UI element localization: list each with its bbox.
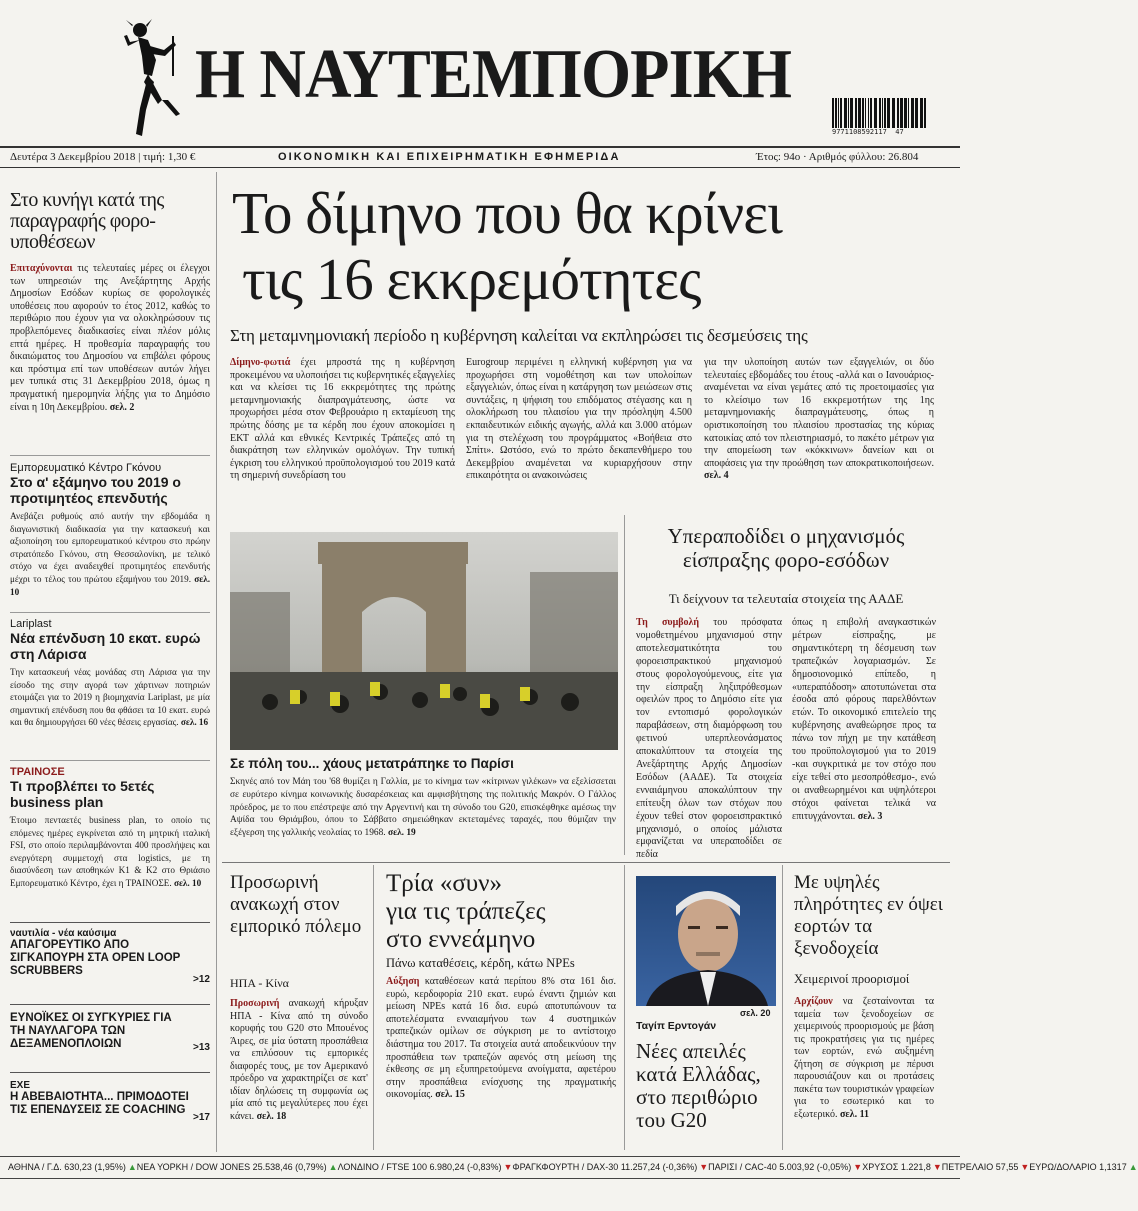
promo-title: Η ΑΒΕΒΑΙΟΤΗΤΑ... ΠΡΙΜΟΔΟΤΕΙ ΤΙΣ ΕΠΕΝΔΥΣΕΙΣ ΣΕ COACHING	[10, 1091, 189, 1116]
story-title: Νέα επένδυση 10 εκατ. ευρώ στη Λάρισα	[10, 630, 201, 662]
photo-caption-body: Σκηνές από τον Μάη του '68 θυμίζει η Γαλλία, με το κίνημα των «κίτρινων γιλέκων» να εξελίσσεται σε ευρύτερο κίνημα κοινωνικής δυσαρέσκειας και αμφισβήτησης της πολιτικής Μακρόν. Ο Γάλλος πρόεδρος, με το που επέστρεψε από την Αργεντινή και τη σύνοδο του G20, επισκέφθηκε αμέσως την Αψίδα του Θριάμβου, όπου το Σάββατο σημειώθηκαν εκτεταμένες ταραχές, που θύμιζαν την εξέγερση της γαλλικής νεολαίας το 1968. σελ. 19	[230, 777, 616, 839]
lead-headline-line1: Το δίμηνο που θα κρίνει	[232, 180, 782, 246]
story-body: Ανεβάζει ρυθμούς από αυτήν την εβδομάδα η διαγωνιστική διαδικασία για την κατασκευή και αξιοποίηση του εμπορευματικού κέντρου στο πρώην στρατόπεδο Γκόνου, στη Θεσσαλονίκη, με τελικό στόχο να έχει αναδειχθεί προτιμητέος επενδυτής μέχρι το τέλος του πρώτου εξαμήνου του 2019. σελ. 10	[10, 511, 211, 597]
promo-tankers[interactable]	[10, 1012, 210, 1051]
lead-headline[interactable]	[232, 180, 782, 312]
hotel-deck: Χειμερινοί προορισμοί	[794, 972, 910, 986]
tax-title-line1: Υπεραποδίδει ο μηχανισμός	[667, 524, 905, 548]
trade-body: Προσωρινή ανακωχή κήρυξαν ΗΠΑ - Κίνα από τη σύνοδο κορυφής του G20 στο Μπουένος Άιρες, σε μία ύστατη προσπάθεια να επιλύσουν τις εμπορικές διαφορές τους, με τον Αμερικανό πρόεδρο να χαρακτηρίζει σε κατ' ιδίαν δηλώσεις τη συμφωνία ως μία από τις μεγαλύτερες που έχει κάνει. σελ. 18	[230, 998, 368, 1122]
left-story-lariplast[interactable]	[10, 618, 210, 729]
masthead-title: Η ΝΑΥΤΕΜΠΟΡΙΚΗ	[195, 36, 792, 113]
lead-col1: Δίμηνο-φωτιά έχει μπροστά της η κυβέρνηση προκειμένου να υλοποιήσει τις κυβερνητικές εξαγγελίες και να κλείσει τις 16 εκκρεμότητες της πρώτης μεταμνημονιακής διαπραγμάτευσης, ώστε να προχωρήσει μέσα στον Φεβρουάριο η εκταμίευση της πρώτης δόσης με τα κέρδη που έχουν αποκομίσει η ΕΚΤ αλλά και εθνικές Κεντρικές Τράπεζες από τη διακράτηση των ελληνικών ομολόγων. Την τυπική έγκριση του ελληνικού προϋπολογισμού του 2019 κατά τη σημερινή συνεδρίαση του	[230, 357, 455, 482]
arrow-up-icon: ▲	[328, 1162, 338, 1172]
promo-title: ΕΥΝΟΪΚΕΣ ΟΙ ΣΥΓΚΥΡΙΕΣ ΓΙΑ ΤΗ ΝΑΥΛΑΓΟΡΑ ΤΩΝ ΔΕΞΑΜΕΝΟΠΛΟΙΩΝ	[10, 1012, 172, 1050]
hotel-title[interactable]: Με υψηλές πληρότητες εν όψει εορτών τα ξενοδοχεία	[794, 872, 943, 959]
erdogan-kicker: Ταγίπ Ερντογάν	[636, 1020, 717, 1032]
ticker-item: ΠΕΤΡΕΛΑΙΟ 57,55 ▼	[941, 1162, 1030, 1172]
ticker-item: ΕΥΡΩ/ΔΟΛΑΡΙΟ 1,1317 ▲	[1029, 1162, 1138, 1172]
lead-headline-line2: τις 16 εκκρεμότητες	[242, 246, 701, 312]
ticker-item: ΦΡΑΓΚΦΟΥΡΤΗ / DAX-30 11.257,24 (-0,36%) ▼	[512, 1162, 709, 1172]
promo-kicker: ΕΧΕ	[10, 1080, 31, 1091]
banks-title-line2: για τις τράπεζες	[386, 898, 546, 925]
promo-ref: >17	[193, 1112, 210, 1123]
paris-photo[interactable]	[230, 532, 618, 750]
trade-deck: ΗΠΑ - Κίνα	[230, 976, 289, 990]
tax-col1: Τη συμβολή του πρόσφατα νομοθετημένου μηχανισμού στην αποτελεσματικότητα του φοροεισπρακτικού μηχανισμού στους φορολογούμενους, είτε για την είσπραξη ληξιπρόθεσμων οφειλών προς το Δημόσιο είτε για τον εντοπισμό φορολογικών παραβάσεων, στη διαμόρφωση του φετινού υπερπλεονάσματος αποκαλύπτουν τα στοιχεία της Ανεξάρτητης Αρχής Δημοσίων Εσόδων (ΑΑΔΕ). Τα στοιχεία ενναιάμηνου αποκαλύπτουν την επίτευξη όλων των στόχων που έχουν τεθεί στον φοροεισπρακτικό μηχανισμό, ο οποίος μάλιστα εμφανίζεται να υπεραποδίδει σε πεδία	[636, 617, 782, 861]
lead-deck: Στη μεταμνημονιακή περίοδο η κυβέρνηση καλείται να εκπληρώσει τις δεσμεύσεις της	[230, 326, 808, 345]
story-body: Επιταχύνονται τις τελευταίες μέρες οι έλεγχοι των υπηρεσιών της Ανεξάρτητης Αρχής Δημοσίων Εσόδων κυρίως σε φορολογικές υποθέσεις που αφορούν το έτος 2012, καθώς το περιθώριο που έχουν για να ολοκληρώσουν τις προβλεπόμενες διαδικασίες είναι πλέον μόλις επτά ημέρες. Η προθεσμία παραγραφής του δικαιώματος του Δημοσίου να επιβάλει φόρους και πρόστιμα επί των υποθέσεων αυτών λήγει μεν τυπικά στις 31 Δεκεμβρίου 2018, όμως η πραγματική ημερομηνία λήξης για το Δημόσιο είναι η 10η Δεκεμβρίου. σελ. 2	[10, 263, 210, 413]
erdogan-photo-ref: σελ. 20	[740, 1008, 771, 1018]
ticker-item: ΑΘΗΝΑ / Γ.Δ. 630,23 (1,95%) ▲	[8, 1162, 137, 1172]
ticker-item: ΠΑΡΙΣΙ / CAC-40 5.003,92 (-0,05%) ▼	[708, 1162, 863, 1172]
arrow-down-icon: ▼	[932, 1162, 942, 1172]
masthead-subtitle: ΟΙΚΟΝΟΜΙΚΗ ΚΑΙ ΕΠΙΧΕΙΡΗΜΑΤΙΚΗ ΕΦΗΜΕΡΙΔΑ	[278, 151, 621, 163]
story-kicker: Εμπορευματικό Κέντρο Γκόνου	[10, 462, 162, 474]
promo-title: ΑΠΑΓΟΡΕΥΤΙΚΟ ΑΠΟ ΣΙΓΚΑΠΟΥΡΗ ΣΤΑ OPEN LOOP SCRUBBERS	[10, 939, 181, 977]
ticker-item: ΝΕΑ ΥΟΡΚΗ / DOW JONES 25.538,46 (0,79%) ▲	[136, 1162, 338, 1172]
left-story-gonou[interactable]	[10, 462, 210, 598]
lead-col2: Eurogroup περιμένει η ελληνική κυβέρνηση για να προχωρήσει στη νομοθέτηση και των υπολοίπων εξαγγελιών, όπως είναι η κατάργηση των μειώσεων στις συντάξεις, η ψήφιση του επιδόματος στέγασης και η ολοκλήρωση του πλαισίου για την πρόσληψη 4.500 εκπαιδευτικών ειδικής αγωγής, αλλά και 3.000 ατόμων για τη στελέχωση του προγράμματος «Βοήθεια στο Σπίτι». Ωστόσο, ενώ το πρώτο δεκαπενθήμερο του Δεκεμβρίου αναμένεται να κυριαρχήσουν στην επικαιρότητα οι ανακοινώσεις	[466, 357, 692, 482]
tax-title[interactable]	[636, 524, 936, 572]
story-body: Την κατασκευή νέας μονάδας στη Λάρισα για την είσοδο της στην αγορά των χάρτινων ποτηριών ετοιμάζει για το 2019 η βιομηχανία Lariplast, με μία σημαντική επένδυση που θα φθάσει τα 10 εκατ. ευρώ και θα δημιουργήσει 60 νέες θέσεις εργασίας. σελ. 16	[10, 667, 210, 728]
issue-date-price: Δευτέρα 3 Δεκεμβρίου 2018 | τιμή: 1,30 €	[10, 151, 196, 163]
ticker-item: ΧΡΥΣΟΣ 1.221,8 ▼	[862, 1162, 942, 1172]
story-kicker: ΤΡΑΙΝΟΣΕ	[10, 766, 65, 778]
tax-title-line2: είσπραξης φορο-εσόδων	[682, 548, 890, 572]
arrow-down-icon: ▼	[853, 1162, 863, 1172]
lead-col3: για την υλοποίηση αυτών των εξαγγελιών, οι δύο τελευταίες εβδομάδες του έτους -αλλά και ο Ιανουάριος- αναμένεται να είναι γεμάτες από τις προετοιμασίες για το κλείσιμο των 16 εκκρεμοτήτων της 1ης μεταμνημονιακής διαπραγμάτευσης, όπως η οριστικοποίηση του πλαισίου προστασίας της κύριας κατοικίας από τον πλειστηριασμό, το πακέτο μέτρων για την απομείωση των «κόκκινων» δανείων και οι αποφάσεις για την προώθηση των αποκρατικοποιήσεων. σελ. 4	[704, 357, 934, 482]
tax-deck: Τι δείχνουν τα τελευταία στοιχεία της ΑΑΔΕ	[668, 591, 904, 606]
promo-ref: >13	[193, 1042, 210, 1053]
arrow-down-icon: ▼	[1020, 1162, 1030, 1172]
banks-title-line1: Τρία «συν»	[386, 870, 502, 897]
promo-ref: >12	[193, 974, 210, 985]
arrow-up-icon: ▲	[127, 1162, 137, 1172]
barcode-icon	[832, 98, 928, 128]
left-story-trainose[interactable]	[10, 766, 210, 890]
barcode-number: 9771108592117 47	[832, 128, 904, 136]
market-ticker	[8, 1162, 1138, 1172]
trade-title[interactable]: Προσωρινή ανακωχή στον εμπορικό πόλεμο	[230, 872, 362, 937]
photo-caption-title: Σε πόλη του... χάους μετατράπηκε το Παρίσι	[230, 756, 514, 771]
story-title: Τι προβλέπει το 5ετές business plan	[10, 778, 155, 810]
banks-body: Αύξηση καταθέσεων κατά περίπου 8% στα 161 δισ. ευρώ, κερδοφορία 210 εκατ. ευρώ έναντι ζημιών και μείωση NPEs κατά 16 δισ. ευρώ αποτυπώνουν τα αποτελέσματα ενναιαμήνου των 4 συστημικών τραπεζικών ομίλων σε σύγκριση με το αντίστοιχο διάστημα του 2017. Τα στοιχεία αυτά αποδεικνύουν την προσπάθεια των τραπεζών αφενός στη μείωση της έκθεσης σε μη εξυπηρετούμενα ανοίγματα, αφετέρου στην προσπάθεια ενίσχυσης της πραγματικής οικονομίας. σελ. 15	[386, 976, 616, 1101]
story-title: Στο κυνήγι κατά της παραγραφής φορο-υποθέσεων	[10, 189, 164, 253]
erdogan-title[interactable]: Νέες απειλές κατά Ελλάδας, στο περιθώριο του G20	[636, 1039, 761, 1132]
story-body: Έτοιμο πενταετές business plan, το οποίο τις επόμενες ημέρες εγκρίνεται από τη μητρική ιταλική FSI, στο οποίο περιλαμβάνονται 400 προσλήψεις και ενεργότερη συμμετοχή στα logistics, με τη διασύνδεση των αποθηκών Κ1 & Κ2 στο Θριάσιο Εμπορευματικό Κέντρο, έχει η ΤΡΑΙΝΟΣΕ. σελ. 10	[10, 815, 210, 888]
issue-number: Έτος: 94ο · Αριθμός φύλλου: 26.804	[756, 151, 919, 163]
story-kicker: Lariplast	[10, 618, 52, 630]
arrow-down-icon: ▼	[503, 1162, 513, 1172]
banks-title-line3: στο εννεάμηνο	[386, 926, 536, 953]
arrow-up-icon: ▲	[1128, 1162, 1138, 1172]
banks-deck: Πάνω καταθέσεις, κέρδη, κάτω NPEs	[386, 956, 575, 970]
ticker-item: ΛΟΝΔΙΝΟ / FTSE 100 6.980,24 (-0,83%) ▼	[337, 1162, 513, 1172]
hermes-logo-icon	[118, 16, 186, 144]
hotel-body: Αρχίζουν να ζεσταίνονται τα ταμεία των ξενοδοχείων σε χειμερινούς προορισμούς με βάση τις προκρατήσεις για τις ημέρες των εορτών, ενώ αυξημένη ζήτηση σε σύγκριση με πέρυσι παρουσιάζουν και οι προτάσεις πακέτα των τουριστικών γραφείων για το εσωτερικό και το εξωτερικό. σελ. 11	[794, 996, 934, 1120]
tax-col2: όπως η επιβολή αναγκαστικών μέτρων είσπραξης, με σημαντικότερη τη δέσμευση των τραπεζικών λογαριασμών. Σε δημοσιονομικό επίπεδο, η «υπεραπόδοση» αποτυπώνεται στα έσοδα από φόρους παρελθόντων ετών. Το οικονομικό επιτελείο της κυβέρνησης αναθεώρησε προς τα πάνω τον πήχη με την κατάθεση του προϋπολογισμού για το 2019 -και συγκριτικά με τον στόχο που είχε τεθεί στο μεσοπρόθεσμο-, ενώ οι αναθεωρημένοι και υψηλότεροι στόχοι φαίνεται τελικά να επιτυγχάνονται. σελ. 3	[792, 617, 936, 822]
left-story-paragraphs[interactable]	[10, 190, 210, 414]
arrow-down-icon: ▼	[699, 1162, 709, 1172]
banks-title[interactable]	[386, 870, 612, 954]
promo-kicker: ναυτιλία - νέα καύσιμα	[10, 928, 117, 939]
promo-coaching[interactable]	[10, 1080, 210, 1123]
story-title: Στο α' εξάμηνο του 2019 ο προτιμητέος επενδυτής	[10, 474, 181, 506]
promo-scrubbers[interactable]	[10, 928, 210, 985]
erdogan-photo[interactable]	[636, 876, 776, 1006]
